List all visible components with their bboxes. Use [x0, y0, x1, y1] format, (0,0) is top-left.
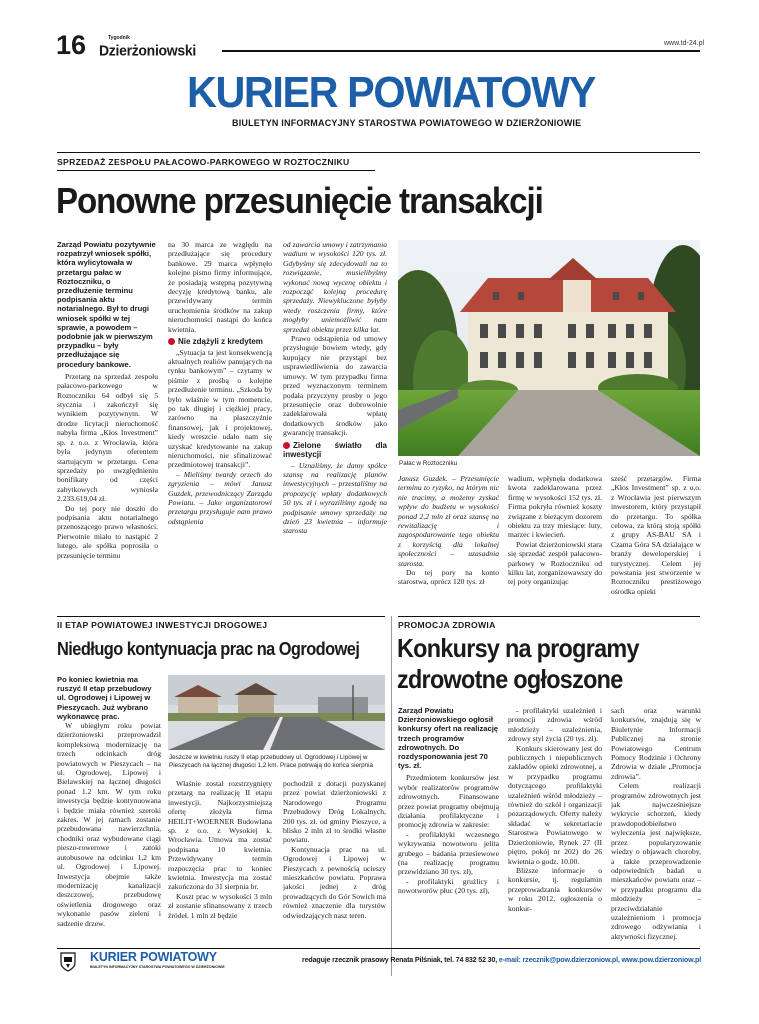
- article2-headline: Niedługo kontynuacja prac na Ogrodowej: [57, 639, 360, 659]
- article3-paragraph: Celem realizacji programów zdrowotnych jest jak najwcześniejsze wykrycie schorzeń, kiedy prawdopodobieństwo wyleczenia jest największe, przez popularyzowanie wiedzy o objawach choroby, a także przeprowadzenie odpowiednich badań u mieszkańców powiatu oraz – w przypadku programu dla młodzieży – przeciwdziałanie uzależnieniom i promocja zdrowego odżywiania i aktywności fizycznej.: [611, 781, 701, 941]
- article1-paragraph: Janusz Guzdek. – Przesunięcie terminu to ryzyko, na którym nic nie tracimy, a możemy zyskać wpływ do budżetu w wysokości ponad 2,2 mln zł oraz szansę na rewitalizację i zagospodarowanie tego obiektu z korzyścią dla lokalnej społeczności – uzasadnia starosta.: [398, 474, 499, 568]
- article1-column-5: [508, 474, 602, 613]
- article2-paragraph: W ubiegłym roku powiat dzierżoniowski przeprowadził kompleksową modernizację na trzech odcinkach dróg powiatowych w Pieszycach – na ul. Ogrodowej, Lipowej i Bielawskiej na łącznej długości ponad 1.2 km. W tym roku inwestycja będzie kontynuowana i będzie miała również szeroki zakres. W jej ramach zostanie przebudowana nawierzchnia, chodniki oraz wybudowane ciągi pieszo-rowerowe i zatoki autobusowe na odcinku 1,2 km ul. Ogrodowej i Lipowej. Inwestycja obejmie także modernizację kanalizacji deszczowej, przebudowę oświetlenia drogowego oraz wykonanie pasów zieleni i sadzenie drzew.: [57, 721, 161, 928]
- article3-paragraph: Przedmiotem konkursów jest wybór realizatorów programów zdrowotnych. Finansowane przez powiat programy obejmują działania profilaktyczne i promocję zdrowia w zakresie:: [398, 773, 499, 830]
- article1-paragraph: „Sytuacja ta jest konsekwencją aktualnych realiów panujących na rynku bankowym” – czytamy w piśmie z prośbą o kolejne przedłużenie terminu. „Szkoda by było właśnie w tym momencie, po tak długiej i ciężkiej pracy, zarówno na płaszczyźnie finansowej, jak i projektowej, kiedy wreszcie udało nam się uzyskać kredytowanie na zakup nieruchomości, nie sfinalizować przedmiotowej transakcji”.: [168, 347, 272, 470]
- article1-column-2: [168, 240, 272, 613]
- article3-paragraph: Bliższe informacje o konkursie, tj. regulamin przeprowadzania konkursów w roku 2012, ogłoszenia o konkur-: [508, 865, 602, 913]
- article1-paragraph: od zawarcia umowy i zatrzymania wadium w wysokości 120 tys. zł. Gdybyśmy się zdecydowali na to rozwiązanie, musielibyśmy wykonać nową wycenę obiektu i rozpocząć kolejną procedurę sprzedaży. Niewykluczone byłyby wtedy roszczenia firmy, które mogłyby uniemożliwić nam sprzedaż obiektu przez kilka lat.: [283, 240, 387, 334]
- article3-kicker: PROMOCJA ZDROWIA: [398, 620, 496, 630]
- article2-paragraph: Kontynuacja prac na ul. Ogrodowej i Lipowej w Pieszycach z pewnością ucieszy mieszkańców powiatu. Poprawa jakości jednej z dróg prowadzących do Gór Sowich ma również znaczenie dla turystów odwiedzających nasz teren.: [283, 844, 386, 920]
- article3-top-rule: [398, 616, 700, 617]
- article2-column-2: [168, 779, 272, 975]
- article1-kicker: SPRZEDAŻ ZESPOŁU PAŁACOWO-PARKOWEGO W ROZTOCZNIKU: [57, 157, 350, 167]
- article1-paragraph: Prawo odstąpienia od umowy przysługuje bowiem wtedy, gdy kupujący nie przystąpi bez usprawiedliwienia do zawarcia umowy. W tym przypadku firma przed wyznaczonym terminem podała przyczyny prosby o jego przesunięcie oraz dobrowolnie zadeklarowała wpłatę dodatkowych środków jako gwarancję transakcji.: [283, 334, 387, 438]
- coat-of-arms-icon: [60, 952, 76, 972]
- article2-paragraph: pochodził z dotacji pozyskanej przez powiat dzierżoniowski z Narodowego Programu Przebudowy Dróg Lokalnych, 200 tys. zł. od gminy Pieszyce, a blisko 2 mln zł to środki własne powiatu.: [283, 779, 386, 845]
- article1-column-1: [57, 240, 158, 613]
- article1-column-4: [398, 474, 499, 613]
- article1-column-3: [283, 240, 387, 613]
- article1-top-rule: [57, 152, 700, 153]
- article3-lead: Zarząd Powiatu Dzierżoniowskiego ogłosił konkursy ofert na realizację trzech programów zdrowotnych. Do rozdysponowania jest 70 tys. zł.: [398, 706, 499, 771]
- article3-paragraph: - profilaktyki wczesnego wykrywania nowotworu jelita grubego – badania przesiewowe (na realizację programu przewidziano 30 tys. zł),: [398, 829, 499, 877]
- article1-paragraph: Przetarg na sprzedaż zespołu pałacowo-parkowego w Roztoczniku 64 odbył się 5 stycznia i zakończył się wynikiem pozytywnym. W drodze licytacji nieruchomość nabyła firma „Kłos Investment” sp. z o.o. z Wrocławia, która była jedynym oferentem startującym w przetargu. Cena sprzedaży po uwzględnieniu bonifikaty od części zabytkowych wyniosła 2.233.619,04 zł.: [57, 371, 158, 504]
- masthead-subtitle: BIULETYN INFORMACYJNY STAROSTWA POWIATOWEGO W DZIERŻONIOWIE: [232, 118, 582, 128]
- article1-subheading: [168, 337, 272, 347]
- article3-column-2: [508, 706, 602, 976]
- footer-logo-title: KURIER POWIATOWY: [90, 950, 217, 964]
- article1-kicker-underline: [57, 170, 375, 171]
- article3-paragraph: - profilaktyki uzależnień i promocji zdrowia wśród młodzieży – uzależnienia, zdrowy styl życia (20 tys. zł).: [508, 706, 602, 744]
- column-divider: [391, 616, 392, 976]
- article1-paragraph: sześć przetargów. Firma „Kłos Investment” sp. z o.o. z Wrocławia jest pierwszym inwestorem, który przystąpił do przetargu. To spółka celowa, za którą stoją spółki z grupy AS-BAU SA i Czama Góra SA działające w branży deweloperskiej i turystycznej. Celem jej powstania jest stworzenie w Roztoczniku prestiżowego ośrodka opieki: [611, 474, 701, 596]
- palace-photo: [398, 240, 700, 456]
- article1-paragraph: – Mieliśmy twardy orzech do zgryzienia – mówi Janusz Guzdek, przewodniczący Zarządu Powiatu. – Jako organizatorowi przetargu przysługuje nam prawo odstąpienia: [168, 469, 272, 526]
- article3-paragraph: Konkurs skierowany jest do publicznych i niepublicznych zakładów opieki zdrowotnej, a w przypadku programu dotyczącego profilaktyki uzależnień wśród młodzieży – również do szkół i organizacji pozarządowych. Oferty należy składać w sekretariacie Starostwa Powiatowego w Dzierżoniowie, Rynek 27 (II piętro, pokój nr 202) do 26 kwietnia o godz. 10.00.: [508, 743, 602, 866]
- subheading-text: Nie zdążyli z kredytem: [178, 337, 263, 347]
- paper-name: Dzierżoniowski: [99, 42, 196, 59]
- road-photo-caption: Jeszcze w kwietniu ruszy II etap przebudowy ul. Ogrodowej i Lipowej w Pieszycach na łącznej długości 1,2 km. Prace potrwają do końca sierpnia: [169, 754, 374, 769]
- road-illustration: [168, 675, 385, 750]
- article2-top-rule: [57, 616, 385, 617]
- palace-illustration: [398, 240, 700, 456]
- masthead-title: KURIER POWIATOWY: [187, 68, 595, 117]
- article1-paragraph: na 30 marca ze względu na przedłużające się procedury bankowe. 29 marca wpłynęło kolejne pismo firmy informujące, że posiadają wstępną pozytywną decyzję kredytową banku, ale przewidywany termin uruchomienia środków na zakup nieruchomości nastąpi do końca kwietnia.: [168, 240, 272, 334]
- page-number: 16: [56, 30, 87, 60]
- article2-kicker: II ETAP POWIATOWEJ INWESTYCJI DROGOWEJ: [57, 620, 268, 630]
- article2-column-1: [57, 675, 161, 975]
- subheading-text: Zielone światło dla inwestycji: [283, 440, 387, 460]
- footer-contact-prefix: redaguje rzecznik prasowy Renata Pilśniak, tel. 74 832 52 30,: [302, 956, 498, 964]
- article2-lead: Po koniec kwietnia ma ruszyć II etap przebudowy ul. Ogrodowej i Lipowej w Pieszycach. Już wybrano wykonawcę prac.: [57, 675, 152, 721]
- article3-column-3: [611, 706, 701, 976]
- article3-paragraph: - profilaktyki grużlicy i nowotworów płuc (20 tys. zł),: [398, 876, 499, 896]
- article3-headline-line2: zdrowotne ogłoszone: [397, 664, 623, 694]
- article2-paragraph: Właśnie został rozstrzygnięty przetarg na realizację II etapu inwestycji. Najkorzystniejszą ofertę złożyła firma HEILIT+WOERNER Budowlana sp. z o.o. z Wysokiej k. Wrocławia. Umowa ma zostać podpisana 10 kwietnia. Przewidywany termin rozpoczęcia prac to koniec kwietnia. Inwestycja ma zostać zakończona do 31 sierpnia br.: [168, 779, 272, 892]
- bullet-icon: [283, 442, 290, 449]
- article3-paragraph: sach oraz warunki konkursów, znajdują się w Biuletynie Informacji Publicznej na stronie Powiatowego Centrum Pomocy Rodzinie i Ochrony Zdrowia w dziale „Promocja zdrowia”.: [611, 706, 701, 781]
- article1-paragraph: Do tej pory nie doszło do podpisania aktu notarialnego przenoszącego prawo własności. Pierwotnie miało to nastąpić 2 lutego, ale spółka poprosiła o przesunięcie terminu: [57, 503, 158, 560]
- article1-paragraph: – Uznaliśmy, że damy spółce szansę na realizację planów inwestycyjnych – przestaliśmy na propozycję wpłaty dodatkowych 50 tys. zł i wyraziliśmy zgodę na podpisanie umowy sprzedaży na dzień 23 kwietnia – informuje starosta: [283, 460, 387, 536]
- article1-subheading: [283, 441, 387, 460]
- article3-column-1: [398, 706, 499, 976]
- article1-lead: Zarząd Powiatu pozytywnie rozpatrzył wniosek spółki, która wylicytowała w przetargu pałac w Roztoczniku, o przedłużenie terminu podpisania aktu notarialnego. Był to drugi wniosek spółki w tej sprawie, a powodem – podobnie jak w pierwszym przypadku – były przedłużające się procedury bankowe.: [57, 240, 156, 369]
- article1-paragraph: Do tej pory na konto starostwa, oprócz 120 tys. zł: [398, 568, 499, 587]
- article1-headline: Ponowne przesunięcie transakcji: [56, 180, 543, 221]
- website[interactable]: www.td-24.pl: [664, 40, 705, 47]
- article2-paragraph: Koszt prac w wysokości 3 mln zł zostanie sfinansowany z trzech źródeł. 1 mln zł będzie: [168, 891, 272, 920]
- road-photo: [168, 675, 385, 750]
- header-rule: [222, 50, 700, 52]
- article3-headline-line1: Konkursy na programy: [397, 633, 639, 663]
- footer-contact-links[interactable]: e-mail: rzecznik@pow.dzierzoniow.pl, www.pow.dzierzoniow.pl: [498, 956, 702, 964]
- footer-contact: [302, 956, 701, 964]
- paper-tag: Tygodnik: [108, 35, 130, 41]
- footer-rule: [57, 948, 700, 949]
- article1-column-6: [611, 474, 701, 613]
- footer-logo-subtitle: BIULETYN INFORMACYJNY STAROSTWA POWIATOWEGO W DZIERŻONIOWIE: [90, 965, 225, 969]
- bullet-icon: [168, 338, 175, 345]
- palace-photo-caption: Pałac w Roztoczniku: [399, 460, 458, 467]
- article2-column-3: [283, 779, 386, 975]
- article1-paragraph: wadium, wpłynęła dodatkowa kwota zadeklarowana przez firmę w wysokości 152 tys. zł. Firma pokryła również koszty związane z bieżącym dozorem obiektu za trzy miesiące: luty, marzec i kwiecień.: [508, 474, 602, 540]
- article1-paragraph: Powiat dzierżoniowski stara się sprzedać zespół pałacowo-parkowy w Roztoczniku od kilku lat, zorganizowawszy do tej pory organizując: [508, 539, 602, 587]
